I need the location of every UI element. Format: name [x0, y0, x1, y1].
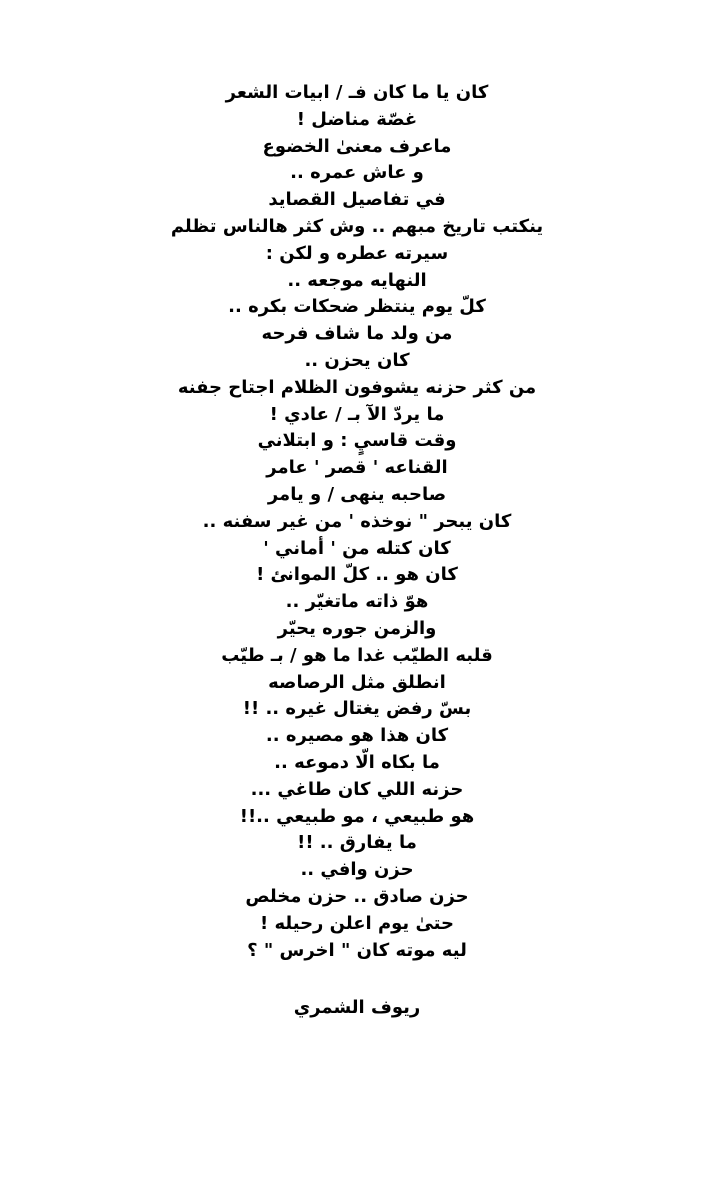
poem-line: و عاش عمره .. — [290, 162, 424, 184]
author-signature: ريوف الشمري — [293, 997, 421, 1018]
poem-line: ما يفارق .. !! — [297, 832, 417, 854]
poem-line: حزنه اللي كان طاغي ... — [250, 778, 464, 800]
poem-line: كان هو .. كلّ الموانئ ! — [256, 564, 458, 586]
poem-line: كان كتله من ' أماني ' — [263, 537, 451, 559]
poem-line: النهايه موجعه .. — [287, 269, 427, 291]
poem-line: من ولد ما شاف فرحه — [261, 323, 453, 345]
poem-line: ماعرف معنىٰ الخضوع — [262, 135, 452, 157]
poem-line: ما يردّ الآ بـ / عادي ! — [269, 403, 445, 425]
poem-line: بسّ رفض يغتال غيره .. !! — [242, 698, 472, 720]
poem-line: كان هذا هو مصيره .. — [265, 725, 449, 747]
poem-line: كان يحزن .. — [304, 349, 410, 371]
poem-line: ما بكاه الّا دموعه .. — [274, 751, 440, 773]
poem-line: حزن وافي .. — [300, 859, 414, 881]
poem-lines — [0, 80, 714, 964]
poem-line: في تفاصيل القصايد — [268, 189, 446, 211]
poem-line: كان يا ما كان فـ / ابيات الشعر — [225, 82, 489, 103]
poem-line: هو طبيعي ، مو طبيعي ..!! — [239, 805, 475, 827]
poem-line: كلّ يوم ينتظر ضحكات بكره .. — [228, 296, 486, 318]
poem-line: كان يبحر " نوخذه ' من غير سفنه .. — [202, 510, 512, 532]
poem-line: والزمن جوره يحيّر — [277, 617, 437, 639]
poem-line: ليه موته كان " اخرس " ؟ — [247, 939, 467, 961]
poem-line: سيرته عطره و لكن : — [265, 242, 449, 264]
poem-line: صاحبه ينهى / و يامر — [267, 483, 447, 505]
poem-line: انطلق مثل الرصاصه — [268, 671, 446, 693]
poem-line: من كثر حزنه يشوفون الظلام اجتاح جفنه — [177, 376, 537, 398]
poem-line: وقت قاسيٍ : و ابتلاني — [257, 430, 457, 452]
poem-line: قلبه الطيّب غدا ما هو / بـ طيّب — [221, 644, 493, 666]
poem-line: هوّ ذاته ماتغيّر .. — [285, 591, 429, 613]
poem-line: ينكتب تاريخ مبهم .. وش كثر هالناس تظلم — [170, 215, 544, 237]
poem-line: غصّة مناضل ! — [296, 108, 418, 130]
poem-line: القناعه ' قصر ' عامر — [266, 457, 448, 479]
poem-line: حزن صادق .. حزن مخلص — [245, 885, 469, 907]
poem-line: حتىٰ يوم اعلن رحيله ! — [259, 912, 454, 934]
